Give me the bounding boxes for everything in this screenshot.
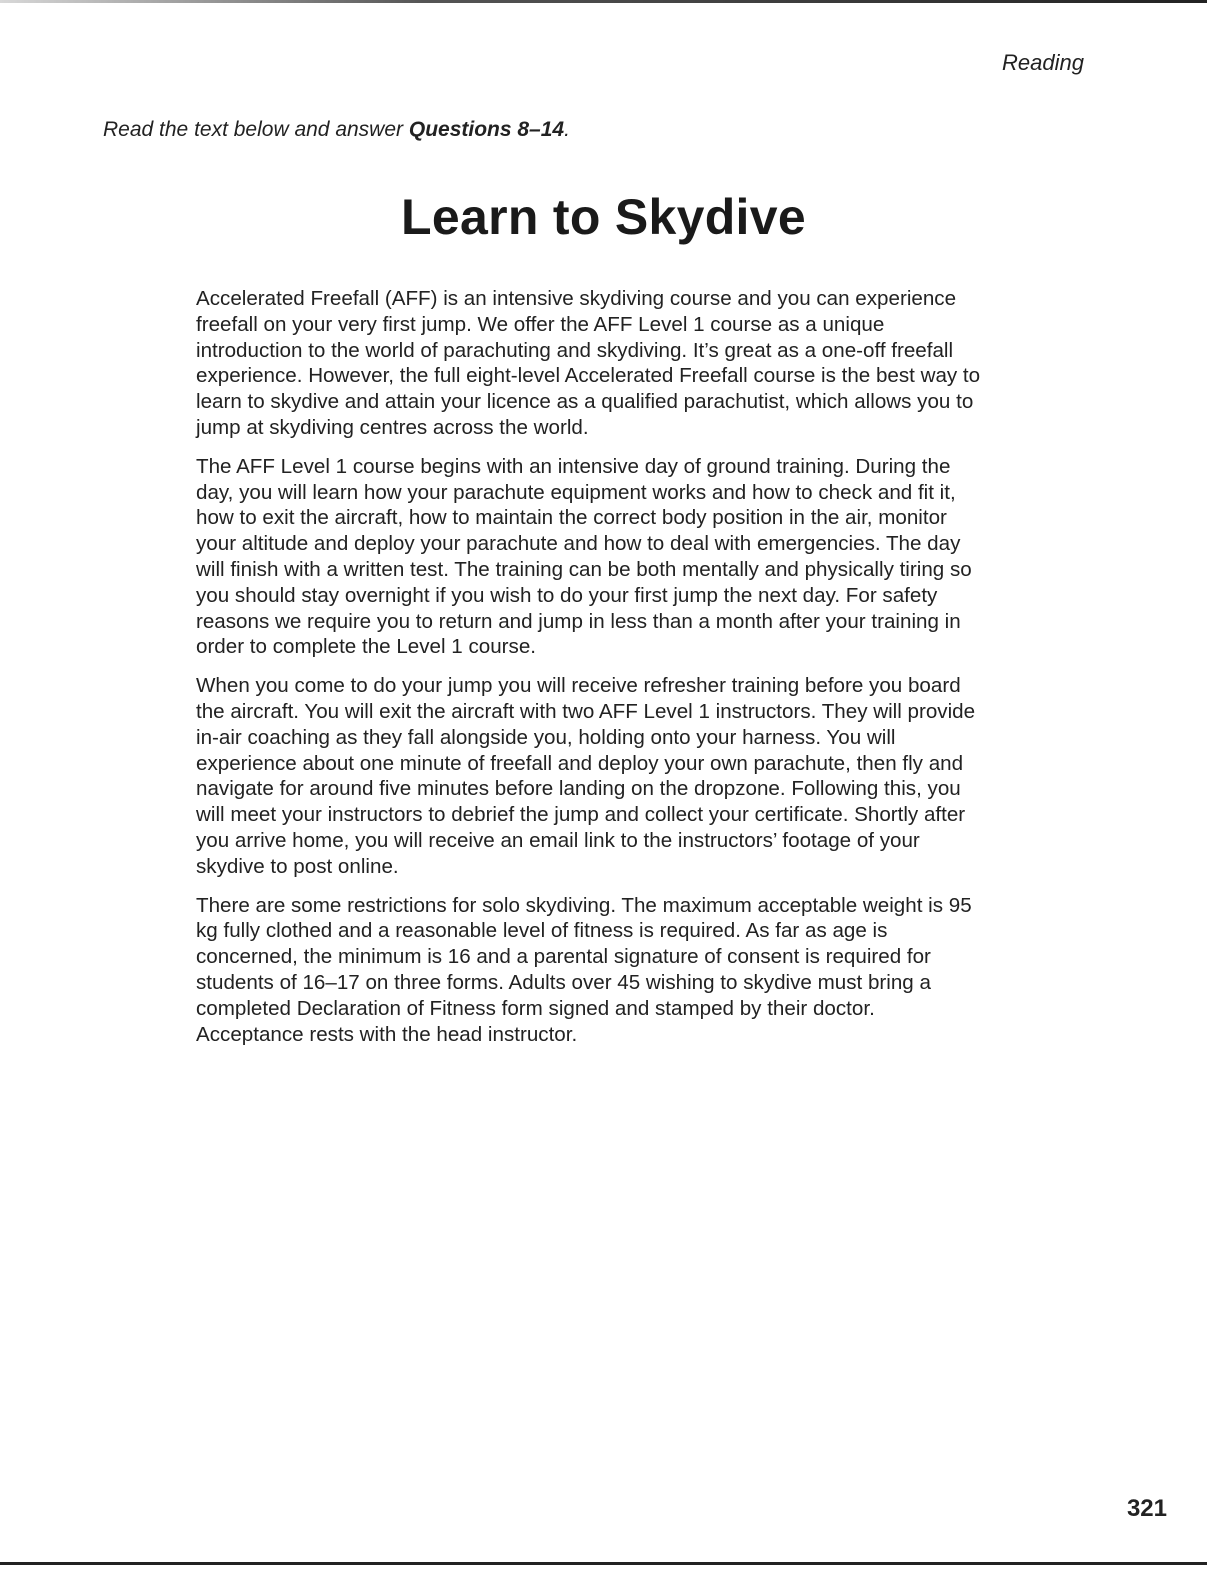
paragraph: There are some restrictions for solo skydiving. The maximum acceptable weight is 95 kg fully clothed and a reasonable level of fitness is required. As far as age is concerned, the minimum is 16 and a parental signature of consent is required for students of 16–17 on three forms. Adults over 45 wishing to skydive must bring a completed Declaration of Fitness form signed and stamped by their doctor. Acceptance rests with the head instructor. (196, 893, 972, 1046)
paragraph: When you come to do your jump you will receive refresher training before you board the aircraft. You will exit the aircraft with two AFF Level 1 instructors. They will provide in-air coaching as they fall alongside you, holding onto your harness. You will experience about one minute of freefall and deploy your own parachute, then fly and navigate for around five minutes before landing on the dropzone. Following this, you will meet your instructors to debrief the jump and collect your certificate. Shortly after you arrive home, you will receive an email link to the instructors’ footage of your skydive to post online. (196, 674, 976, 878)
bottom-divider (0, 1562, 1207, 1565)
section-label: Reading (1002, 50, 1084, 75)
instruction-text: Read the text below and answer (103, 118, 409, 141)
top-divider (0, 0, 1207, 3)
questions-range: Questions 8–14 (408, 118, 565, 141)
paragraph: Accelerated Freefall (AFF) is an intensive skydiving course and you can experience freefall on your very first jump. We offer the AFF Level 1 course as a unique introduction to the world of parachuting and skydiving. It’s great as a one-off freefall experience. However, the full eight-level Accelerated Freefall course is the best way to learn to skydive and attain your licence as a qualified parachutist, which allows you to jump at skydiving centres across the world. (196, 287, 981, 439)
instruction-end: . (564, 118, 570, 141)
article-title: Learn to Skydive (401, 189, 806, 245)
article-body (196, 286, 986, 1060)
page-number: 321 (1126, 1495, 1167, 1522)
paragraph: The AFF Level 1 course begins with an intensive day of ground training. During the day, you will learn how your parachute equipment works and how to check and fit it, how to exit the aircraft, how to maintain the correct body position in the air, monitor your altitude and deploy your parachute and how to deal with emergencies. The day will finish with a written test. The training can be both mentally and physically tiring so you should stay overnight if you wish to do your first jump the next day. For safety reasons we require you to return and jump in less than a month after your training in order to complete the Level 1 course. (196, 454, 972, 659)
instruction-line (103, 118, 570, 142)
